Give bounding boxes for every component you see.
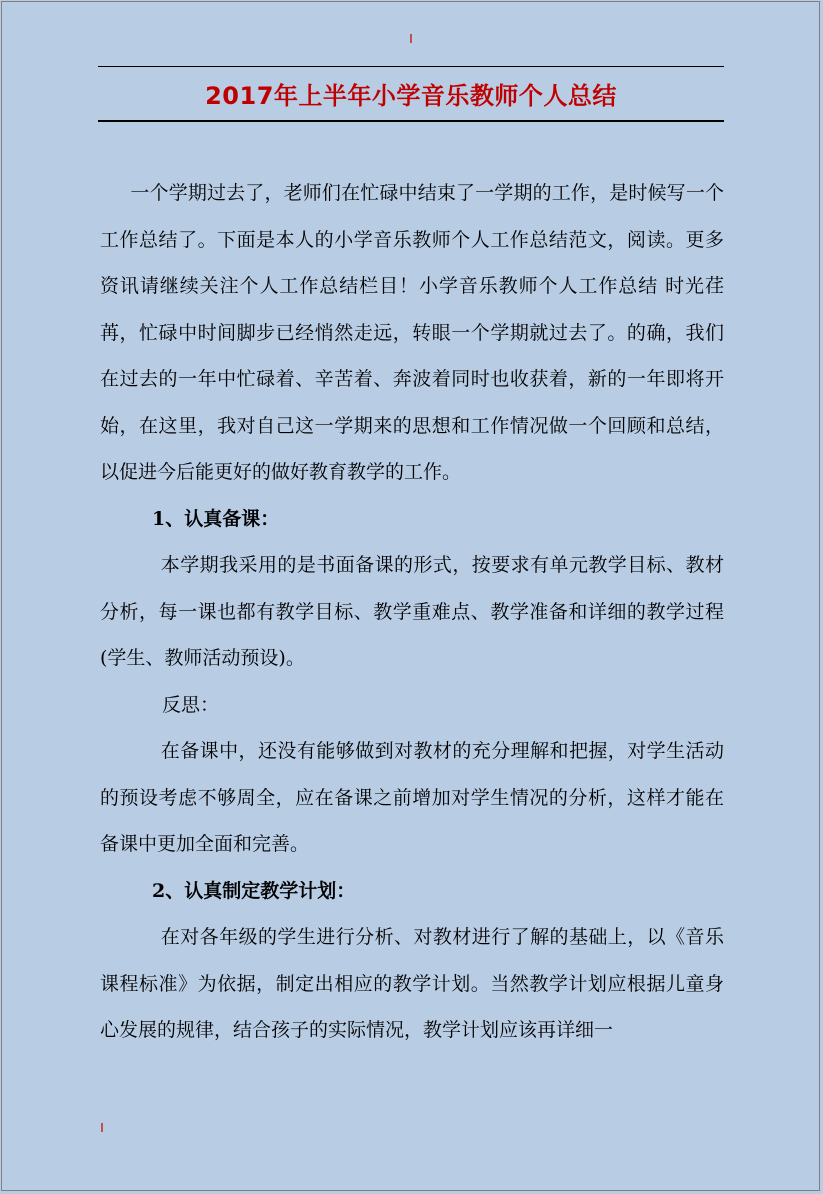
- section-2-body: 在对各年级的学生进行分析、对教材进行了解的基础上，以《音乐课程标准》为依据，制定出相应的教学计划。当然教学计划应根据儿童身心发展的规律，结合孩子的实际情况，教学计划应该再详细一: [100, 926, 724, 1041]
- section-1-heading: 1、认真备课：: [152, 507, 280, 530]
- document-title: 2017年上半年小学音乐教师个人总结: [205, 82, 617, 110]
- header-rule-bottom: [98, 120, 724, 122]
- document-body: [100, 170, 724, 1054]
- footer-mark: [101, 1123, 103, 1132]
- header-mark: [410, 34, 412, 43]
- section-2-heading: 2、认真制定教学计划：: [152, 879, 356, 902]
- section-1-reflection-body: 在备课中，还没有能够做到对教材的充分理解和把握，对学生活动的预设考虑不够周全，应在备课之前增加对学生情况的分析，这样才能在备课中更加全面和完善。: [100, 740, 724, 855]
- section-1-body: 本学期我采用的是书面备课的形式，按要求有单元教学目标、教材分析，每一课也都有教学目标、教学重难点、教学准备和详细的教学过程(学生、教师活动预设)。: [100, 554, 724, 669]
- section-1-reflection-label: 反思：: [162, 693, 220, 716]
- intro-paragraph: 一个学期过去了，老师们在忙碌中结束了一学期的工作，是时候写一个工作总结了。下面是本人的小学音乐教师个人工作总结范文，阅读。更多资讯请继续关注个人工作总结栏目！小学音乐教师个人工作总结 时光荏苒，忙碌中时间脚步已经悄然走远，转眼一个学期就过去了。的确，我们在过去的一年中忙碌着、辛苦着、奔波着同时也收获着，新的一年即将开始，在这里，我对自己这一学期来的思想和工作情况做一个回顾和总结，以促进今后能更好的做好教育教学的工作。: [100, 182, 724, 483]
- header-rule-top: [98, 66, 724, 67]
